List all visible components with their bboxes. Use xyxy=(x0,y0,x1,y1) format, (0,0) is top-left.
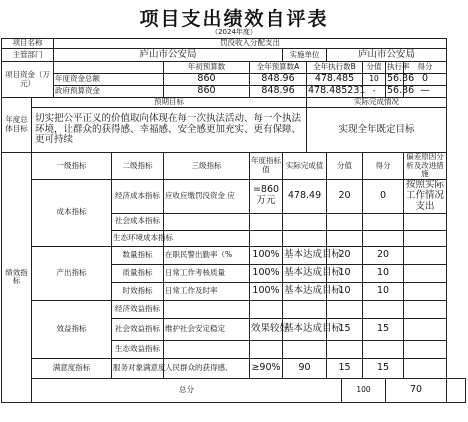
total-row xyxy=(2,378,466,402)
funds-header-score: 分值 xyxy=(363,62,386,74)
ind-score: 10 xyxy=(327,282,363,300)
ind-actual: 90 xyxy=(283,358,327,378)
ind-l2: 时效指标 xyxy=(112,282,164,300)
ind-header-actual: 实际完成值 xyxy=(283,153,327,180)
funds-score: - xyxy=(363,86,386,98)
dept-row xyxy=(2,49,466,62)
total-blank xyxy=(447,378,466,402)
ind-actual xyxy=(283,340,327,358)
funds-header-initial: 年初预算数 xyxy=(164,62,250,74)
ind-target: 效果较好 xyxy=(250,318,283,340)
ind-l2: 经济效益指标 xyxy=(112,300,164,318)
ind-l2: 质量指标 xyxy=(112,264,164,282)
ind-actual: 478.49 xyxy=(283,179,327,213)
total-score: 100 xyxy=(342,378,386,402)
funds-row-gov xyxy=(2,86,466,98)
ind-reason xyxy=(404,282,447,300)
ind-score: 15 xyxy=(327,318,363,340)
ind-target: 100% xyxy=(250,246,283,264)
funds-initial: 860 xyxy=(164,74,250,86)
ind-header-l1: 一级指标 xyxy=(32,153,112,180)
ind-actual xyxy=(283,213,327,230)
ind-target: 100% xyxy=(250,264,283,282)
impl-value: 庐山市公安局 xyxy=(327,49,447,62)
ind-l1-cost: 成本指标 xyxy=(32,179,112,246)
funds-rate: 56.36 xyxy=(387,73,415,85)
ind-actual: 基本达成目标 xyxy=(283,282,327,300)
evaluation-table xyxy=(1,38,466,403)
table-row xyxy=(2,300,466,318)
year-label: （2024年度） xyxy=(211,28,257,36)
ind-l3: 人民群众的获得感、 xyxy=(164,358,250,378)
ind-actual: 基本达成目标 xyxy=(283,318,327,340)
ind-header-reason: 偏差原因分析及改进措施 xyxy=(404,153,447,180)
ind-target xyxy=(250,340,283,358)
ind-reason xyxy=(404,340,447,358)
table-row xyxy=(2,179,466,213)
funds-row-total xyxy=(2,74,466,86)
ind-l2: 数量指标 xyxy=(112,246,164,264)
ind-points xyxy=(363,340,404,358)
ind-points: 0 xyxy=(363,179,404,213)
page-title: 项目支出绩效自评表 xyxy=(139,8,329,30)
project-label: 项目名称 xyxy=(2,39,54,49)
goals-label: 年度总体目标 xyxy=(2,98,32,153)
ind-points xyxy=(363,213,404,230)
funds-initial: 860 xyxy=(164,86,250,98)
ind-points: 15 xyxy=(363,358,404,378)
ind-reason xyxy=(404,318,447,340)
funds-header-points: 得分 xyxy=(404,62,447,74)
ind-actual: 基本达成目标 xyxy=(283,246,327,264)
ind-score xyxy=(327,213,363,230)
funds-exec: 478.485 xyxy=(307,74,363,86)
ind-l3 xyxy=(164,300,250,318)
ind-points xyxy=(363,230,404,246)
ind-score: 20 xyxy=(327,179,363,213)
ind-points: 15 xyxy=(363,318,404,340)
ind-target: 100% xyxy=(250,282,283,300)
table-row xyxy=(2,246,466,264)
ind-header-score: 分值 xyxy=(327,153,363,180)
goals-header-row xyxy=(2,98,466,108)
ind-actual xyxy=(283,230,327,246)
ind-l3: 应收应缴罚没资金 应 xyxy=(164,179,250,213)
ind-l1-output: 产出指标 xyxy=(32,246,112,300)
ind-reason xyxy=(404,358,447,378)
ind-target xyxy=(250,230,283,246)
funds-budget: 848.96 xyxy=(250,86,307,98)
dept-value: 庐山市公安局 xyxy=(54,49,283,62)
ind-actual xyxy=(283,300,327,318)
ind-l1-satisfaction: 满意度指标 xyxy=(32,358,112,378)
ind-l2: 社会成本指标 xyxy=(112,213,164,230)
ind-l2: 生态效益指标 xyxy=(112,340,164,358)
ind-score: 15 xyxy=(327,358,363,378)
funds-points: — xyxy=(404,86,447,98)
ind-l3 xyxy=(164,340,250,358)
funds-header-budget: 全年预算数A xyxy=(250,62,307,74)
ind-reason xyxy=(404,213,447,230)
funds-score: 10 xyxy=(363,74,386,86)
ind-target xyxy=(250,300,283,318)
ind-reason: 按照实际工作情况支出 xyxy=(404,179,447,213)
ind-reason xyxy=(404,230,447,246)
ind-l3: 维护社会安定稳定 xyxy=(164,318,250,340)
funds-header-row xyxy=(2,62,466,74)
ind-l2: 经济成本指标 xyxy=(112,179,164,213)
ind-points: 10 xyxy=(363,282,404,300)
goals-actual-label: 实际完成情况 xyxy=(307,98,447,108)
project-value: 罚没收入分配支出 xyxy=(54,39,447,49)
ind-l2: 服务对象满意度 xyxy=(112,358,164,378)
ind-reason xyxy=(404,300,447,318)
funds-budget: 848.96 xyxy=(250,74,307,86)
funds-row-name: 政府预算资金 xyxy=(54,86,164,98)
ind-l2: 社会效益指标 xyxy=(112,318,164,340)
funds-exec: 478.485231 xyxy=(308,85,366,97)
goals-content-row xyxy=(2,108,466,153)
ind-reason xyxy=(404,246,447,264)
dept-label: 主管部门 xyxy=(2,49,54,62)
ind-score xyxy=(327,300,363,318)
funds-header-blank xyxy=(54,62,164,74)
ind-points xyxy=(363,300,404,318)
funds-rate: 56.36 xyxy=(387,85,415,97)
ind-score: 20 xyxy=(327,246,363,264)
funds-header-exec: 全年执行数B xyxy=(307,62,363,74)
ind-l3: 日常工作考核质量 xyxy=(164,264,250,282)
ind-target xyxy=(250,213,283,230)
ind-l3: 在职民警出勤率（% xyxy=(164,246,250,264)
ind-l3 xyxy=(164,213,250,230)
ind-score xyxy=(327,340,363,358)
ind-reason xyxy=(404,264,447,282)
ind-score xyxy=(327,230,363,246)
impl-label: 实施单位 xyxy=(283,49,327,62)
ind-score: 10 xyxy=(327,264,363,282)
project-row xyxy=(2,39,466,49)
total-points: 70 xyxy=(386,378,447,402)
ind-target: ≥90% xyxy=(250,358,283,378)
ind-target: =860万元 xyxy=(250,179,283,213)
goals-actual: 实现全年既定目标 xyxy=(307,108,447,153)
ind-l3: 日常工作及时率 xyxy=(164,282,250,300)
ind-points: 20 xyxy=(363,246,404,264)
table-row xyxy=(2,358,466,378)
funds-label: 项目资金（万元） xyxy=(2,62,54,98)
ind-l3 xyxy=(164,230,250,246)
indicators-header-row xyxy=(2,153,466,180)
goals-expected-label: 预期目标 xyxy=(32,98,307,108)
funds-header-rate: 执行率 xyxy=(386,62,404,74)
funds-row-name: 年度资金总额 xyxy=(54,74,164,86)
total-label: 总分 xyxy=(32,378,342,402)
ind-header-l2: 二级指标 xyxy=(112,153,164,180)
ind-header-l3: 三级指标 xyxy=(164,153,250,180)
ind-header-target: 年度指标值 xyxy=(250,153,283,180)
goals-expected: 切实把公平正义的价值取向体现在每一次执法活动、每一个执法环境，让群众的获得感、幸福感、安全感更加充实、更有保障、更可持续 xyxy=(32,108,307,153)
ind-points: 10 xyxy=(363,264,404,282)
indicators-side-label: 绩效指标 xyxy=(2,153,32,403)
ind-actual: 基本达成目标 xyxy=(283,264,327,282)
ind-l1-effect: 效益指标 xyxy=(32,300,112,358)
funds-points: 0 xyxy=(404,74,447,86)
ind-header-points: 得分 xyxy=(363,153,404,180)
ind-l2: 生态环境成本指标 xyxy=(112,230,164,246)
